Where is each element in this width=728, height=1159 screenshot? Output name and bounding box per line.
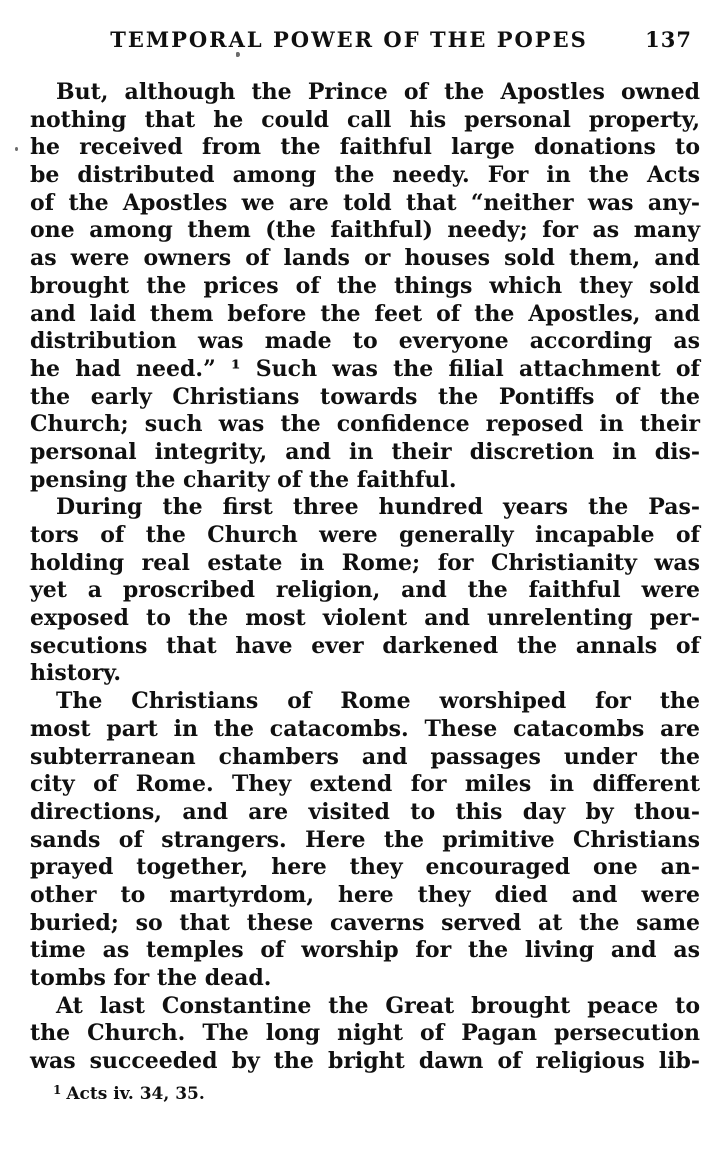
text-line: other to martyrdom, here they died and were <box>30 881 700 908</box>
text-line: he received from the faithful large donations to <box>30 134 700 161</box>
text-line: subterranean chambers and passages under the <box>30 743 700 770</box>
text-line: buried; so that these caverns served at the same <box>30 909 700 936</box>
text-line: secutions that have ever darkened the annals of <box>30 632 700 659</box>
text-line: brought the prices of the things which they sold <box>30 272 700 299</box>
text-line: yet a proscribed religion, and the faithful were <box>30 577 700 604</box>
text-line: of the Apostles we are told that “neither was any- <box>30 189 700 216</box>
page-number: 137 <box>645 27 692 52</box>
text-line: time as temples of worship for the living and as <box>30 937 700 964</box>
text-line: he had need.” ¹ Such was the filial attachment of <box>30 355 700 382</box>
text-line: At last Constantine the Great brought peace to <box>56 992 700 1019</box>
text-line: one among them (the faithful) needy; for as many <box>30 217 700 244</box>
text-line: directions, and are visited to this day by thou- <box>30 798 700 825</box>
footnote-marker: 1 <box>53 1082 62 1097</box>
text-line: tombs for the dead. <box>30 965 272 991</box>
text-line: the Church. The long night of Pagan persecution <box>30 1020 700 1047</box>
text-line: be distributed among the needy. For in the Acts <box>30 162 700 189</box>
text-line: history. <box>30 660 122 687</box>
text-line: as were owners of lands or houses sold them, and <box>30 245 700 272</box>
text-line: sands of strangers. Here the primitive Christians <box>30 826 700 853</box>
text-line: most part in the catacombs. These catacombs are <box>30 715 700 742</box>
text-line: Church; such was the confidence reposed in their <box>30 411 700 438</box>
chapter-title: TEMPORAL POWER OF THE POPES <box>110 27 588 52</box>
text-line: personal integrity, and in their discretion in dis- <box>30 438 700 465</box>
footnote <box>53 1083 700 1106</box>
text-line: holding real estate in Rome; for Christianity was <box>30 549 700 576</box>
text-line: prayed together, here they encouraged one an- <box>30 854 700 881</box>
running-header <box>30 27 700 53</box>
text-line: exposed to the most violent and unrelenting per- <box>30 605 700 632</box>
text-line: tors of the Church were generally incapable of <box>30 522 700 548</box>
text-line: nothing that he could call his personal property, <box>30 106 700 133</box>
body-text <box>30 79 700 1076</box>
scan-speck <box>236 52 240 57</box>
text-line: distribution was made to everyone according as <box>30 328 700 355</box>
scan-speck <box>15 147 18 151</box>
footnote-text: Acts iv. 34, 35. <box>66 1083 205 1104</box>
text-line: and laid them before the feet of the Apostles, and <box>30 300 700 327</box>
text-line: pensing the charity of the faithful. <box>30 466 457 493</box>
text-line: But, although the Prince of the Apostles owned <box>56 79 700 105</box>
text-line: was succeeded by the bright dawn of religious lib- <box>30 1048 700 1075</box>
text-line: city of Rome. They extend for miles in different <box>30 771 700 798</box>
text-line: During the first three hundred years the Pas- <box>56 494 700 521</box>
text-line: The Christians of Rome worshiped for the <box>56 688 700 715</box>
text-line: the early Christians towards the Pontiffs of the <box>30 383 700 410</box>
